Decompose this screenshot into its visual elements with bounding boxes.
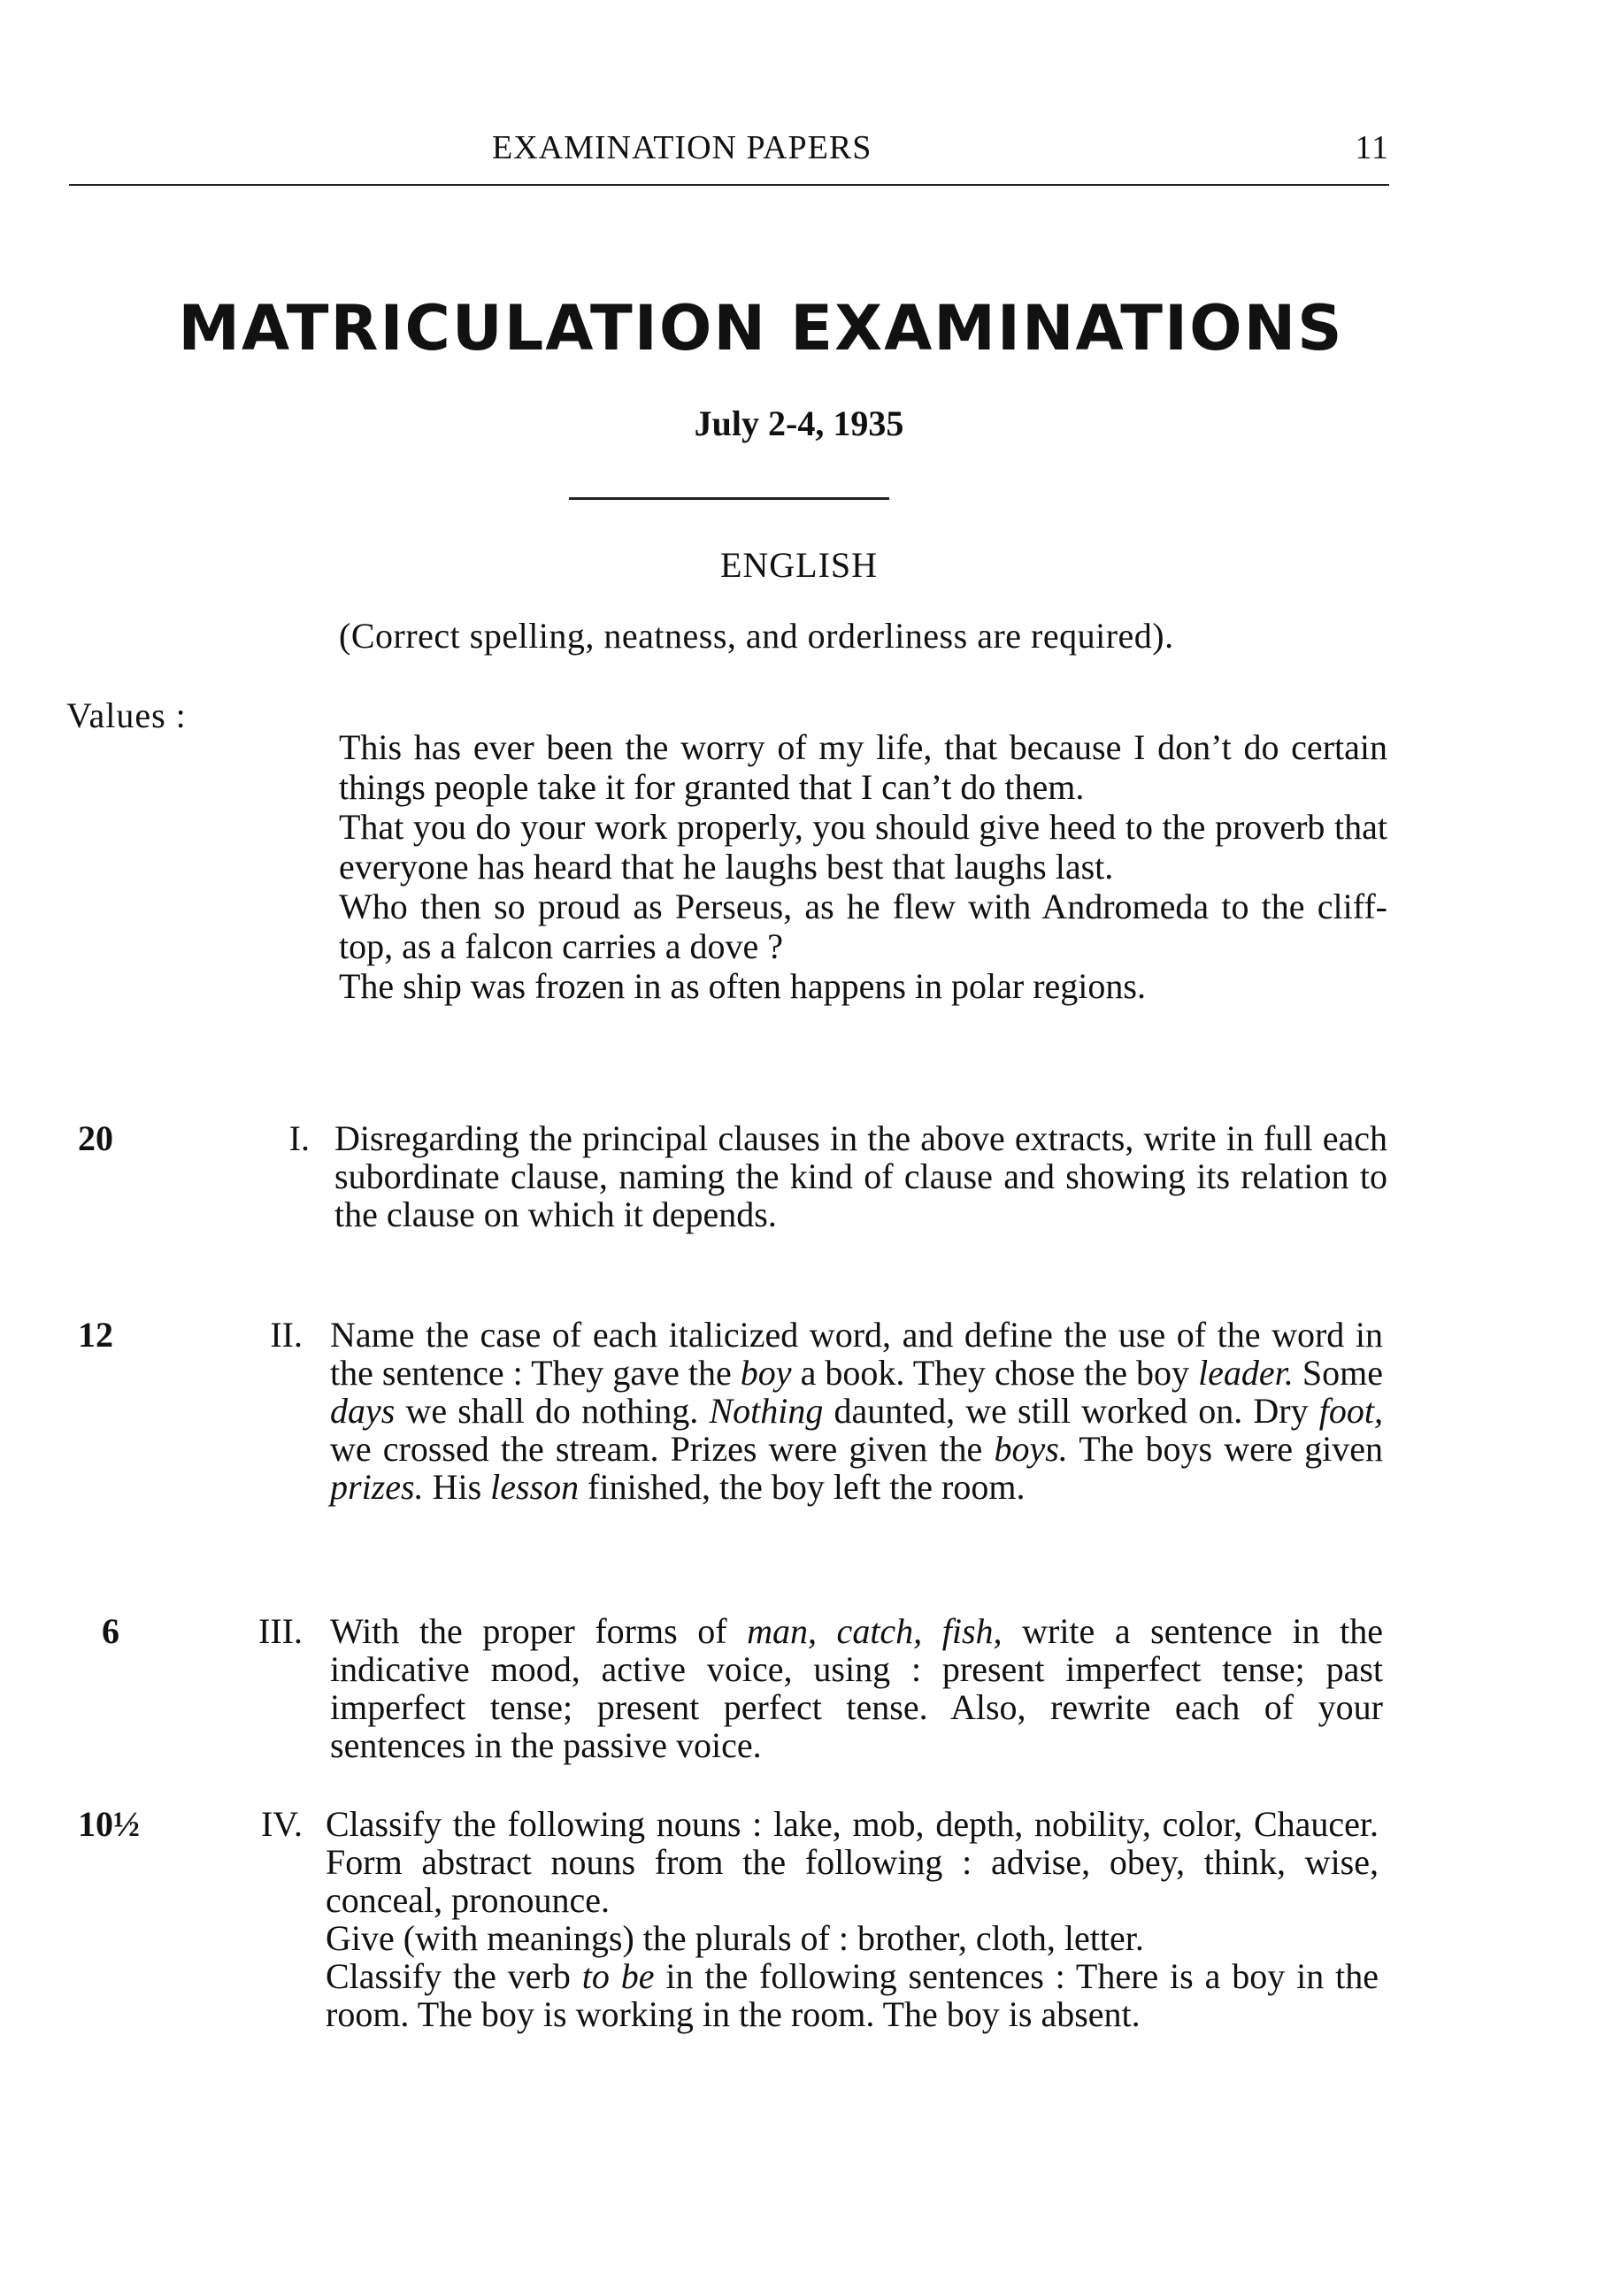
question-paragraph: Give (with meanings) the plurals of : brother, cloth, letter. bbox=[326, 1918, 1144, 1958]
italic-word: leader. bbox=[1198, 1353, 1294, 1393]
italic-word: prizes. bbox=[330, 1467, 424, 1507]
extract-passages bbox=[339, 727, 1387, 1006]
question-text: Disregarding the principal clauses in the above extracts, write in full each subordinate clause, naming the kind of clause and showing its relation to the clause on which it depends. bbox=[334, 1118, 1387, 1234]
running-title: EXAMINATION PAPERS bbox=[492, 129, 872, 166]
text-run: finished, the boy left the room. bbox=[579, 1467, 1026, 1507]
question-paragraph bbox=[326, 1957, 1379, 2033]
italic-word: Nothing bbox=[709, 1391, 824, 1431]
text-run: we crossed the stream. Prizes were given the bbox=[330, 1429, 995, 1469]
text-run: With the proper forms of bbox=[330, 1611, 748, 1651]
question-number: I. bbox=[288, 1118, 310, 1158]
italic-word: man, catch, fish, bbox=[747, 1611, 1003, 1651]
subject-heading: ENGLISH bbox=[719, 545, 879, 585]
text-run: write a sentence in the indicative mood, active voice, using : present imperfect tense; past imperfect tense; present perfect tense. Also, rewrite each of your sentences in the passive voice. bbox=[330, 1611, 1383, 1765]
text-run: Name the case of each italicized word, and define the use of the word in the sentence : They gave the bbox=[330, 1315, 1383, 1393]
italic-word: lesson bbox=[490, 1467, 580, 1507]
question-value: 20 bbox=[78, 1118, 113, 1158]
page-title: MATRICULATION EXAMINATIONS bbox=[178, 292, 1344, 365]
extract-paragraph: This has ever been the worry of my life, that because I don’t do certain things people take it for granted that I can’t do them. bbox=[339, 727, 1387, 807]
question-text bbox=[326, 1805, 1379, 2033]
question-value: 10½ bbox=[78, 1804, 140, 1844]
text-run: daunted, we still worked on. Dry bbox=[823, 1391, 1319, 1431]
question-value: 6 bbox=[102, 1611, 119, 1651]
title-divider bbox=[569, 497, 889, 500]
header-rule bbox=[69, 184, 1389, 186]
italic-word: boy bbox=[740, 1353, 792, 1393]
instruction-note: (Correct spelling, neatness, and orderliness are required). bbox=[339, 616, 1174, 656]
exam-date: July 2-4, 1935 bbox=[694, 403, 904, 443]
text-run: Classify the verb bbox=[326, 1956, 582, 1996]
question-text bbox=[330, 1612, 1383, 1764]
text-run: His bbox=[423, 1467, 491, 1507]
text-run: a book. They chose the boy bbox=[791, 1353, 1199, 1393]
text-run: we shall do nothing. bbox=[395, 1391, 710, 1431]
text-run: The boys were given bbox=[1067, 1429, 1383, 1469]
extract-paragraph: The ship was frozen in as often happens in polar regions. bbox=[339, 966, 1146, 1006]
question-number: IV. bbox=[260, 1804, 303, 1844]
question-number: III. bbox=[258, 1611, 303, 1651]
italic-word: boys. bbox=[994, 1429, 1068, 1469]
question-text bbox=[330, 1316, 1383, 1506]
values-label: Values : bbox=[66, 695, 187, 735]
text-run: in the following sentences : There is a boy in the room. The boy is working in the room. The boy is absent. bbox=[326, 1956, 1379, 2034]
running-head bbox=[69, 128, 1389, 164]
italic-word: to be bbox=[581, 1956, 655, 1996]
question-value: 12 bbox=[78, 1315, 113, 1355]
text-run: Some bbox=[1293, 1353, 1383, 1393]
extract-paragraph: That you do your work properly, you should give heed to the proverb that everyone has heard that he laughs best that laughs last. bbox=[339, 807, 1387, 887]
page-number: 11 bbox=[1355, 129, 1389, 166]
italic-word: days bbox=[330, 1391, 396, 1431]
extract-paragraph: Who then so proud as Perseus, as he flew with Andromeda to the cliff-top, as a falcon carries a dove ? bbox=[339, 887, 1387, 966]
question-paragraph: Classify the following nouns : lake, mob, depth, nobility, color, Chaucer. Form abstract nouns from the following : advise, obey, think, wise, conceal, pronounce. bbox=[326, 1804, 1379, 1920]
italic-word: foot, bbox=[1318, 1391, 1383, 1431]
question-number: II. bbox=[270, 1315, 303, 1355]
